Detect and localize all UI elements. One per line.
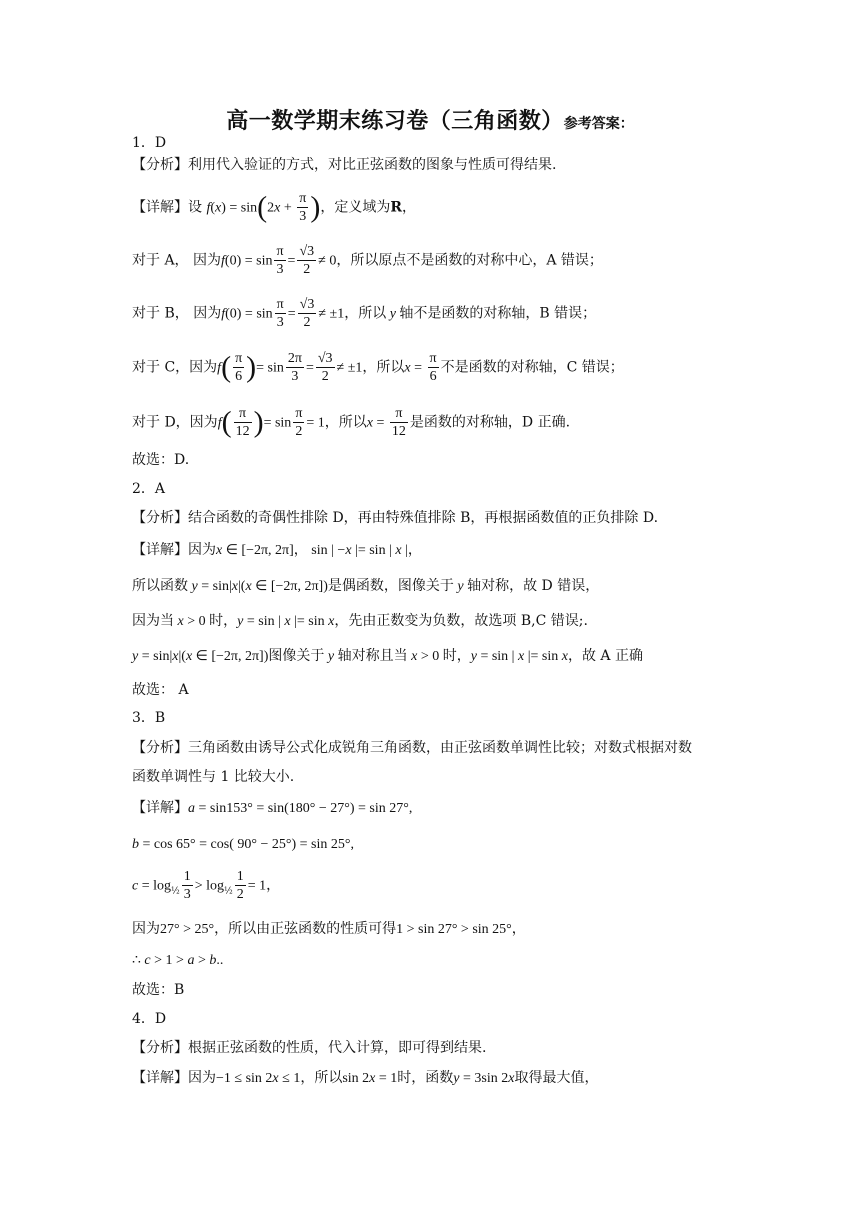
q1-detail: 【详解】设 f(x) = sin(2x + $\frac{\pi}{3}$ )，定义域为R， — [132, 190, 416, 224]
q3-line4: 因为27° > 25°，所以由正弦函数的性质可得1 > sin 27° > sin 25°， — [132, 921, 526, 937]
q3-therefore: ∴ c > 1 > a > b.. — [132, 952, 224, 968]
title-sub: 参考答案： — [563, 116, 634, 132]
q3-analysis-1: 【分析】三角函数由诱导公式化成锐角三角函数，由正弦函数单调性比较；对数式根据对数 — [132, 740, 692, 756]
q1-answer: 故选：D. — [132, 452, 190, 468]
q2-head: 2．A — [132, 481, 166, 497]
q4-head: 4．D — [132, 1011, 167, 1027]
q3-answer: 故选：B — [132, 982, 185, 998]
q3-analysis-2: 函数单调性与 1 比较大小. — [132, 769, 295, 785]
q3-detail-c: $c = \log_{\frac{1}{2}}$ $\frac{1}{3}$ > $\log_{\frac{1}{2}}$ $\frac{1}{2}$ = 1， — [132, 869, 281, 902]
q1-option-a: 对于 A， 因为f(0) = sin $\frac{\pi}{3}$ = $\frac{√3}{2}$ ≠ 0，所以原点不是函数的对称中心，A 错误； — [132, 244, 603, 277]
q1-option-d: 对于 D，因为f( $\frac{\pi}{12}$ )= sin $\frac{\pi}{2}$ = 1，所以x = $\frac{\pi}{12}$ 是函数的对称轴，D 正确. — [132, 405, 571, 439]
q3-detail-a: 【详解】a = sin153° = sin(180° − 27°) = sin 27°, — [132, 800, 413, 816]
q1-analysis: 【分析】利用代入验证的方式，对比正弦函数的图象与性质可得结果. — [132, 157, 557, 173]
q1-head: 1．D — [132, 135, 167, 151]
q1-option-b: 对于 B， 因为f(0) = sin $\frac{\pi}{3}$ = $\frac{√3}{2}$ ≠ ±1，所以 y 轴不是函数的对称轴，B 错误； — [132, 297, 597, 330]
title-main: 高一数学期末练习卷（三角函数） — [226, 109, 564, 134]
q2-line2: 所以函数 y = sin|x|(x ∈ [−2π, 2π])是偶函数，图像关于 y 轴对称，故 D 错误， — [132, 578, 600, 594]
q4-analysis: 【分析】根据正弦函数的性质，代入计算，即可得到结果. — [132, 1040, 487, 1056]
page-title — [0, 104, 860, 135]
q3-detail-b: b = cos 65° = cos( 90° − 25°) = sin 25°, — [132, 837, 354, 852]
q2-detail: 【详解】因为x ∈ [−2π, 2π]， sin | −x |= sin | x |， — [132, 542, 422, 558]
q3-head: 3．B — [132, 710, 166, 726]
q2-line3: 因为当 x > 0 时，y = sin | x |= sin x，先由正数变为负数，故选项 B,C 错误;. — [132, 613, 588, 629]
q2-answer: 故选： A — [132, 682, 189, 698]
q2-analysis: 【分析】结合函数的奇偶性排除 D，再由特殊值排除 B，再根据函数值的正负排除 D. — [132, 510, 659, 526]
q1-option-c: 对于 C，因为f( $\frac{\pi}{6}$ )= sin $\frac{2\pi}{3}$ = $\frac{√3}{2}$ ≠ ±1，所以x = $\frac{\pi}{6}$ 不是函数的对称轴，C 错误； — [132, 350, 624, 384]
q2-line4: y = sin|x|(x ∈ [−2π, 2π])图像关于 y 轴对称且当 x > 0 时，y = sin | x |= sin x，故 A 正确 — [132, 648, 643, 664]
q4-detail: 【详解】因为−1 ≤ sin 2x ≤ 1，所以sin 2x = 1时，函数y = 3sin 2x取得最大值， — [132, 1070, 599, 1086]
